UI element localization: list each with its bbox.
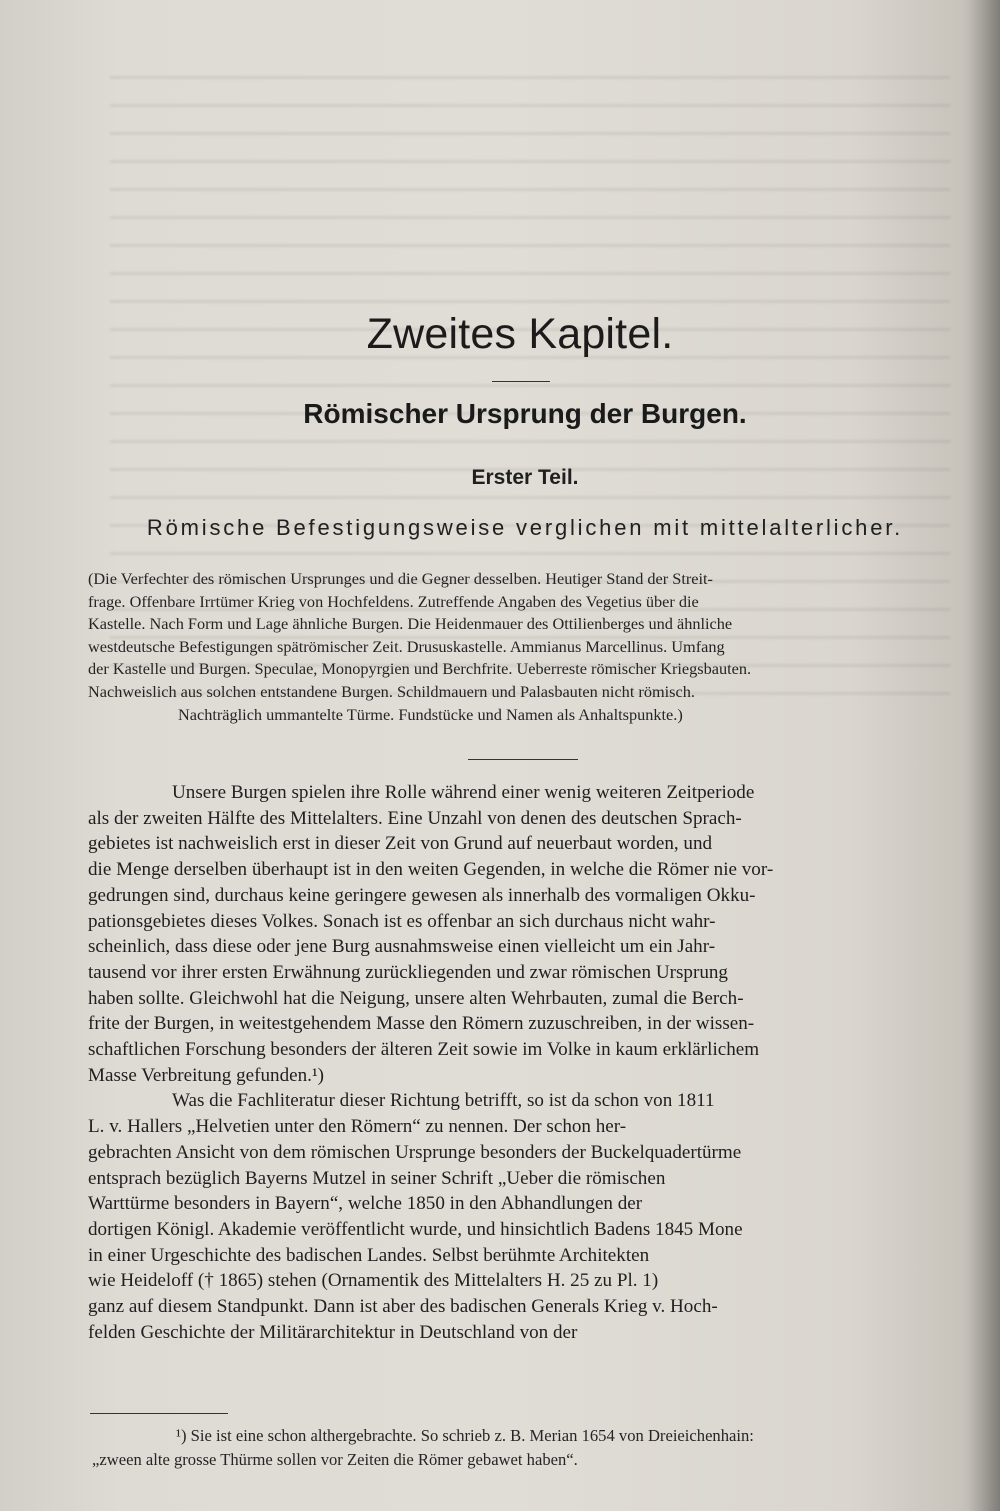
section-caption: Römische Befestigungsweise verglichen mit mittelalterlicher. xyxy=(146,515,904,540)
footnote-divider xyxy=(90,1413,228,1414)
summary-divider xyxy=(468,759,578,760)
body-line: wie Heideloff († 1865) stehen (Ornamentik des Mittelalters H. 25 zu Pl. 1) xyxy=(88,1270,659,1292)
page-spine-shadow xyxy=(968,0,1000,1511)
summary-line: der Kastelle und Burgen. Speculae, Monopyrgien und Berchfrite. Ueberreste römischer Kriegsbauten. xyxy=(88,659,752,679)
chapter-title: Zweites Kapitel. xyxy=(366,310,674,358)
footnotes xyxy=(92,1424,962,1472)
body-line: Masse Verbreitung gefunden.¹) xyxy=(88,1064,325,1086)
footnote-line: „zween alte grosse Thürme sollen vor Zeiten die Römer gebawet haben“. xyxy=(92,1450,578,1469)
body-line: gedrungen sind, durchaus keine geringere gewesen als innerhalb des vormaligen Okku- xyxy=(88,884,756,906)
body-line: dortigen Königl. Akademie veröffentlicht wurde, und hinsichtlich Badens 1845 Mone xyxy=(88,1218,743,1240)
body-line: schaftlichen Forschung besonders der älteren Zeit sowie im Volke in kaum erklärlichem xyxy=(88,1039,760,1061)
body-line: scheinlich, dass diese oder jene Burg ausnahmsweise einen vielleicht um ein Jahr- xyxy=(88,936,716,958)
body-line: gebietes ist nachweislich erst in dieser Zeit von Grund auf neuerbaut worden, und xyxy=(88,833,713,855)
chapter-summary xyxy=(88,568,958,726)
body-line: frite der Burgen, in weitestgehendem Masse den Römern zuzuschreiben, in der wissen- xyxy=(88,1013,755,1035)
part-title: Erster Teil. xyxy=(471,466,579,489)
body-line: haben sollte. Gleichwohl hat die Neigung, unsere alten Wehrbauten, zumal die Berch- xyxy=(88,987,744,1009)
summary-line: Nachträglich ummantelte Türme. Fundstücke und Namen als Anhaltspunkte.) xyxy=(178,704,683,724)
title-divider xyxy=(492,381,550,382)
body-line: in einer Urgeschichte des badischen Landes. Selbst berühmte Architekten xyxy=(88,1244,650,1266)
body-line: Warttürme besonders in Bayern“, welche 1850 in den Abhandlungen der xyxy=(88,1193,643,1215)
body-line: gebrachten Ansicht von dem römischen Ursprunge besonders der Buckelquadertürme xyxy=(88,1141,742,1163)
chapter-subtitle: Römischer Ursprung der Burgen. xyxy=(303,398,747,429)
body-line: pationsgebietes dieses Volkes. Sonach ist es offenbar an sich durchaus nicht wahr- xyxy=(88,910,716,932)
body-line: entsprach bezüglich Bayerns Mutzel in seiner Schrift „Ueber die römischen xyxy=(88,1167,666,1189)
summary-line: (Die Verfechter des römischen Ursprunges und die Gegner desselben. Heutiger Stand der Streit- xyxy=(88,569,713,588)
main-text xyxy=(88,780,956,1345)
footnote-line: ¹) Sie ist eine schon althergebrachte. So schrieb z. B. Merian 1654 von Dreieichenhain: xyxy=(176,1426,754,1445)
body-line: die Menge derselben überhaupt ist in den weiten Gegenden, in welche die Römer nie vor- xyxy=(88,859,774,881)
body-line: ganz auf diesem Standpunkt. Dann ist aber des badischen Generals Krieg v. Hoch- xyxy=(88,1296,718,1318)
body-line: felden Geschichte der Militärarchitektur in Deutschland von der xyxy=(88,1321,578,1343)
body-line: Unsere Burgen spielen ihre Rolle während einer wenig weiteren Zeitperiode xyxy=(172,782,755,803)
body-line: als der zweiten Hälfte des Mittelalters. Eine Unzahl von denen des deutschen Sprach- xyxy=(88,807,742,829)
summary-line: westdeutsche Befestigungen spätrömischer Zeit. Drususkastelle. Ammianus Marcellinus. Umfang xyxy=(88,636,725,656)
body-line: L. v. Hallers „Helvetien unter den Römern“ zu nennen. Der schon her- xyxy=(88,1116,627,1138)
body-line: Was die Fachliteratur dieser Richtung betrifft, so ist da schon von 1811 xyxy=(172,1090,715,1112)
summary-line: Nachweislich aus solchen entstandene Burgen. Schildmauern und Palasbauten nicht römisch. xyxy=(88,681,695,701)
body-line: tausend vor ihrer ersten Erwähnung zurückliegenden und zwar römischen Ursprung xyxy=(88,961,728,983)
summary-line: Kastelle. Nach Form und Lage ähnliche Burgen. Die Heidenmauer des Ottilienberges und ähnliche xyxy=(88,614,733,634)
summary-line: frage. Offenbare Irrtümer Krieg von Hochfeldens. Zutreffende Angaben des Vegetius über die xyxy=(88,591,699,611)
